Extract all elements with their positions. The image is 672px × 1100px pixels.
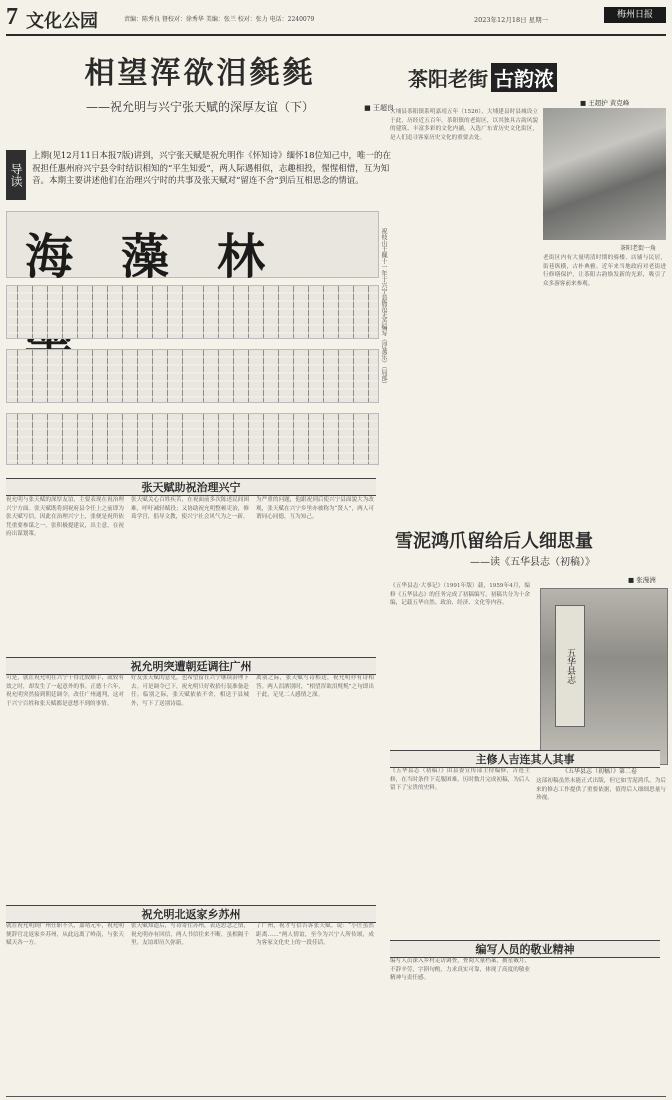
article-column: 编写人员深入乡村走访调查，查阅大量档案，披星戴月，不辞辛劳，字斟句酌，力求真实可靠，体现了高度的敬业精神与责任感。 bbox=[390, 958, 530, 982]
article-column: 《五华县志（初稿）》由县委宣传部主持编修，吉连主修，在当时条件下克服困难，历时数月完成初稿，为后人留下了宝贵的史料。 bbox=[390, 768, 530, 792]
page-rule bbox=[6, 1096, 666, 1097]
subheading: 祝允明突遭朝廷调往广州 bbox=[6, 657, 376, 675]
calligraphy-char: 海 bbox=[25, 229, 74, 285]
right-article2-author: ■ 张漫洲 bbox=[628, 576, 656, 584]
guide-text: 上期(见12月11日本报7版)讲到，兴宁张天赋是祝允明作《怀知诗》缅怀18位知己中，唯一的在祝担任惠州府兴宁县令时结识相知的“平生知爱”，两人际遇相似，志趣相投，惺惺相惜，互为知音。本期主要讲述他们在治理兴宁时的共事及张天赋对“留连不舍”到后互相思念的情谊。 bbox=[32, 151, 391, 186]
newspaper-logo: 梅州日报 bbox=[604, 7, 666, 23]
old-street-photo bbox=[543, 108, 666, 240]
photo-caption: 茶阳老街一角 bbox=[620, 245, 657, 252]
page-number: 7 bbox=[6, 4, 18, 30]
calligraphy-strip bbox=[6, 413, 379, 465]
calligraphy-strip bbox=[6, 285, 379, 339]
subheading: 张天赋助祝治理兴宁 bbox=[6, 478, 376, 496]
lead-article-header bbox=[6, 38, 394, 113]
editors-line: 责编：陈秀良 督校对：徐秀华 美编：张兰 校对：张力 电话：2240079 bbox=[124, 16, 315, 23]
lead-author: ■ 王超良 bbox=[364, 104, 394, 112]
article-column: 老街区内有大量明清时期的骑楼、店铺与民居，街巷纵横，古朴典雅。近年来当地政府对老街进行修缮保护，让茶阳古韵焕发新的光彩，吸引了众多游客前来参观。 bbox=[543, 255, 666, 287]
section-title: 文化公园 bbox=[26, 11, 98, 32]
guide-label: 导读 bbox=[6, 150, 26, 200]
calligraphy-header-panel bbox=[6, 211, 379, 285]
article-column: 好友张天赋的意见，也希望留在兴宁继续治理下去。可是调令已下，祝允明只好收拾行装准备赴任。临别之际，张天赋依依不舍，相送于县城外，写下了送别诗篇。 bbox=[131, 675, 249, 707]
article-column: 大埔县茶阳镇系明嘉靖五年（1526），大埔建县时县城设立于此，历经近五百年。茶阳镇的老街区，以其独具古韵风貌的建筑、丰富多彩的文化内涵，入选广东省历史文化街区，是人们追寻客家历史文化的重要去处。 bbox=[390, 109, 538, 141]
right-article2-title: 雪泥鸿爪留给后人细思量 bbox=[395, 531, 593, 552]
subheading: 主修人吉连其人其事 bbox=[390, 750, 660, 768]
article-column: 就在祝允明到广州任职不久，嘉靖元年，祝允明便辞官北返家乡苏州，从此远离了岭南，与张天赋天各一方。 bbox=[6, 923, 124, 947]
book-photo bbox=[540, 588, 668, 765]
article-column: 离别之际，张天赋写诗相送，祝允明亦有诗相答。两人泪洒别时，“相望浑欲泪毵毵”之句即出于此，足见二人感情之深。 bbox=[256, 675, 374, 699]
article-column: 《五华县志·大事记》（1991年版）载，1959年4月，编修《五华县志》的任务完成了初稿编写，初稿共分为十余编，记载五华自然、政治、经济、文化等内容。 bbox=[390, 583, 530, 607]
title-stamp: 古韵浓 bbox=[491, 63, 557, 92]
masthead bbox=[6, 4, 666, 36]
photo-caption: 《五华县志（初稿）》第二卷 bbox=[562, 768, 638, 775]
article-column: 祝允明与张天赋的深厚友谊，主要表现在祝治理兴宁方面。张天赋既将到祝府县令任上之前即为张天赋写信，因此在治理兴宁上，张便是祝所依凭重要参谋之一。张积极提建议，出主意，在祝府出谋划策。 bbox=[6, 497, 124, 538]
article-column: 这部初稿虽然未能正式出版，但它如雪泥鸿爪，为后来的修志工作提供了重要依据，值得后人细细思量与珍视。 bbox=[536, 778, 666, 802]
calligraphy-image bbox=[6, 205, 377, 475]
article-title-text: 茶阳老街 bbox=[408, 67, 488, 91]
article-column: 了广州，祝才写信告诉张天赋。说：“小庄虽然距离……”两人情谊，至今为兴宁人所传颂，成为客家文化史上的一段佳话。 bbox=[256, 923, 374, 947]
calligraphy-caption: 祝枝山王佩十一年于兴宁县衙范无苦编写《浮蒸乐》（局部） bbox=[380, 228, 387, 387]
right-article2-subtitle: ——读《五华县志（初稿）》 bbox=[470, 557, 595, 568]
lead-subtitle: ——祝允明与兴宁张天赋的深厚友谊（下） bbox=[85, 100, 314, 114]
guide-box bbox=[6, 150, 394, 202]
right-article1-title bbox=[408, 63, 557, 92]
calligraphy-char: 林 bbox=[217, 229, 266, 285]
article-column: 张天赋关心百姓疾苦，在祝面前多次陈述民间困难，呼吁减轻赋役；又协助祝允明整顿吏治，修葺学宫，倡导文教，使兴宁社会风气为之一新。 bbox=[131, 497, 249, 521]
lead-title: 相望浑欲泪毵毵 bbox=[84, 56, 316, 91]
calligraphy-char: 藻 bbox=[121, 229, 170, 285]
calligraphy-strip bbox=[6, 349, 379, 403]
issue-date: 2023年12月18日 星期一 bbox=[474, 16, 549, 24]
subheading: 编写人员的敬业精神 bbox=[390, 940, 660, 958]
book-cover: 五华县志 bbox=[555, 605, 585, 727]
subheading: 祝允明北返家乡苏州 bbox=[6, 905, 376, 923]
article-column: 为严重的问题，他跟祝到后使兴宁县面貌大为改观，张天赋在兴宁乡里亦被称为“贤人”，两人可谓同心同德，互为知己。 bbox=[256, 497, 374, 521]
article-column: 可是，就在祝允明在兴宁干得比较顺手，或较有效之时，却发生了一起意外的事。正德十六年，祝允明突然接到朝廷调令，改任广州通判，这对于兴宁百姓和张天赋都是意想不到的事情。 bbox=[6, 675, 124, 707]
right-article1-author: ■ 王超护 黄克峰 bbox=[580, 99, 630, 107]
article-column: 张天赋知道后，写诗寄往苏州，表达思念之情，祝允明亦有回信，两人书信往来不断，虽相隔千里，友谊却历久弥新。 bbox=[131, 923, 249, 947]
